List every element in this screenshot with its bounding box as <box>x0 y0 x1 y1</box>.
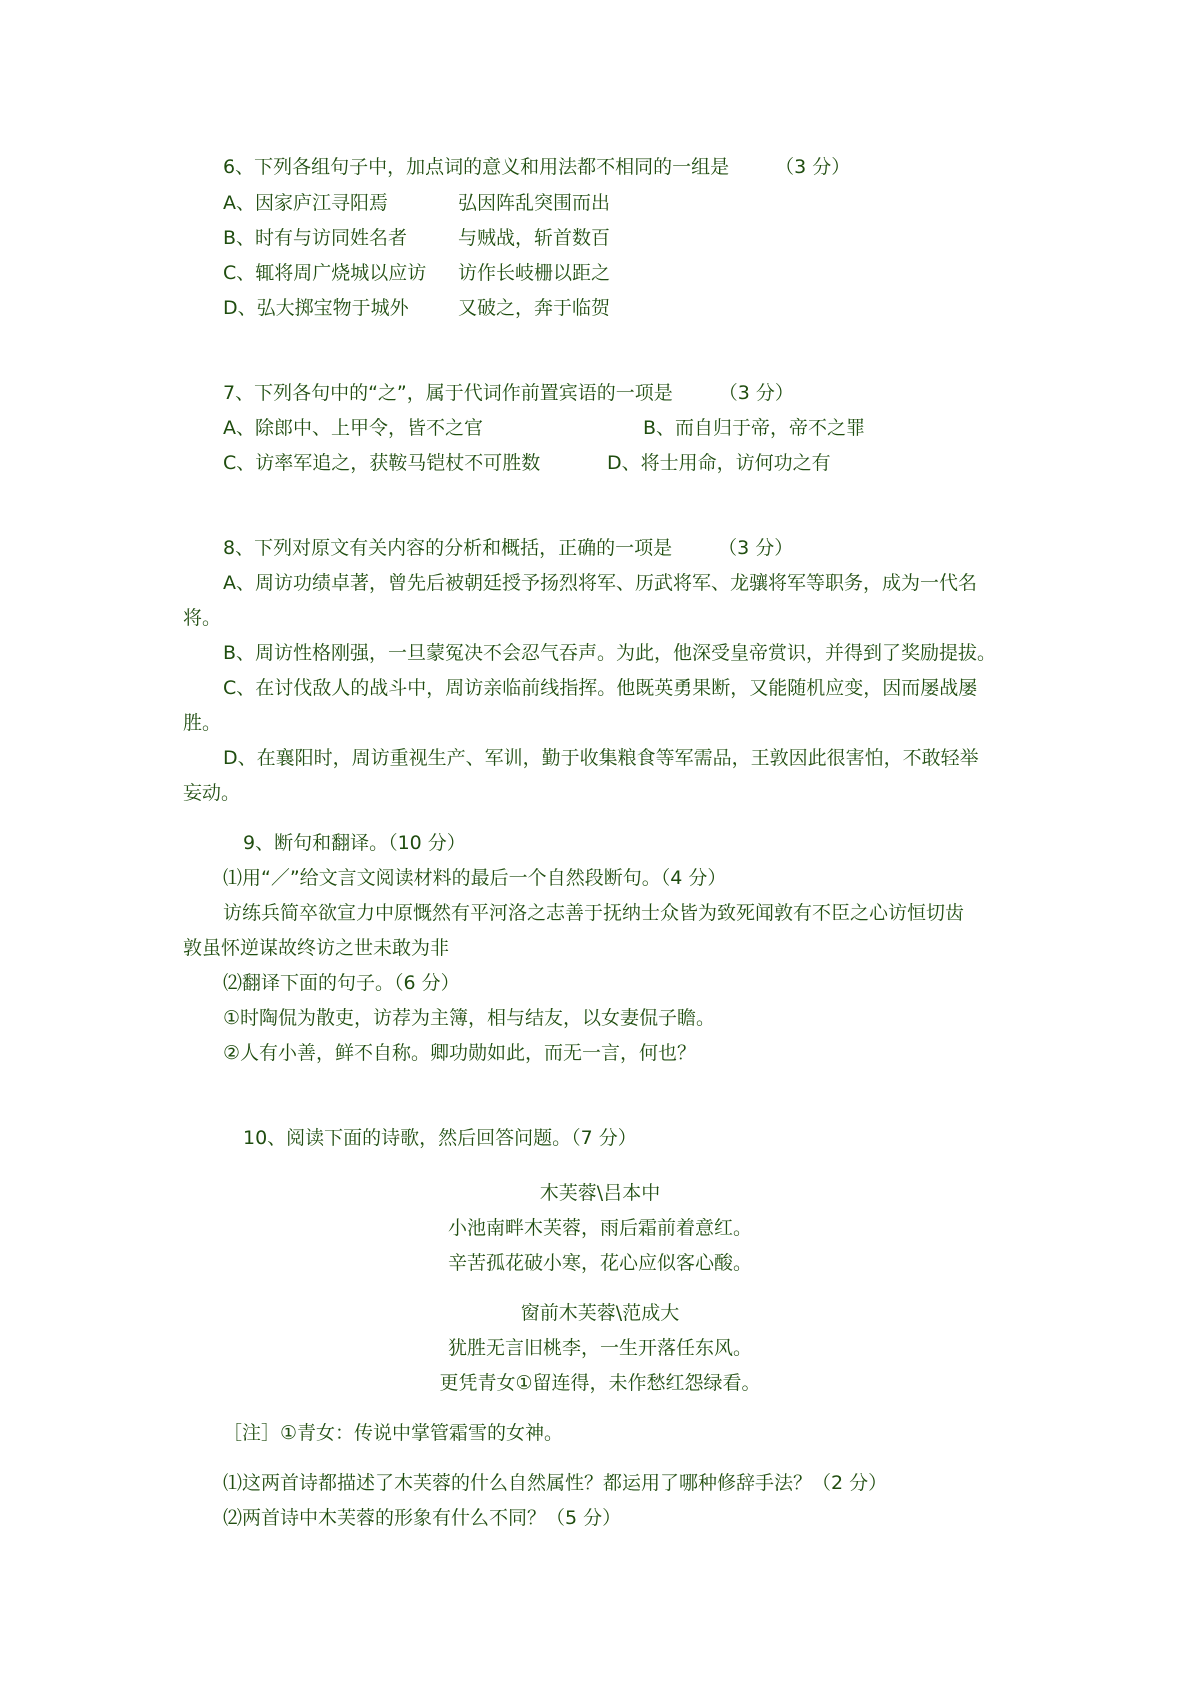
q9-part1-text-line1: 访练兵简卒欲宣力中原慨然有平河洛之志善于抚纳士众皆为致死闻敦有不臣之心访恒切齿 <box>223 902 965 924</box>
q6-option-c: C、辄将周广烧城以应访 <box>223 262 427 284</box>
poem-note: ［注］①青女：传说中掌管霜雪的女神。 <box>223 1422 564 1444</box>
q6-option-d: D、弘大掷宝物于城外 <box>223 297 409 319</box>
poem1-line2: 辛苦孤花破小寒，花心应似客心酸。 <box>447 1252 752 1274</box>
poem1-title: 木芙蓉\吕本中 <box>539 1182 661 1204</box>
q10-stem: 10、阅读下面的诗歌，然后回答问题。（7 分） <box>243 1127 637 1149</box>
q10-subquestion-1: ⑴这两首诗都描述了木芙蓉的什么自然属性？都运用了哪种修辞手法？（2 分） <box>223 1472 888 1494</box>
q9-sentence-2: ②人有小善，鲜不自称。卿功勋如此，而无一言，何也？ <box>223 1042 697 1064</box>
q8-score: （3 分） <box>718 537 794 559</box>
poem2-line2: 更凭青女①留连得，未作愁红怨绿看。 <box>439 1372 761 1394</box>
q6-score: （3 分） <box>775 156 851 178</box>
poem2-line1: 犹胜无言旧桃李，一生开落任东风。 <box>447 1337 752 1359</box>
q6-option-a: A、因家庐江寻阳焉 <box>223 192 388 214</box>
q6-option-d-2: 又破之，奔于临贺 <box>458 297 611 319</box>
q6-option-c-2: 访作长岐栅以距之 <box>458 262 611 284</box>
q8-option-d-line2: 妄动。 <box>183 782 241 804</box>
q7-option-c: C、访率军追之，获鞍马铠杖不可胜数 <box>223 452 541 474</box>
q8-option-c-line1: C、在讨伐敌人的战斗中，周访亲临前线指挥。他既英勇果断，又能随机应变，因而屡战屡 <box>223 677 978 699</box>
q6-option-b: B、时有与访同姓名者 <box>223 227 408 249</box>
q9-part1-prompt: ⑴用“／”给文言文阅读材料的最后一个自然段断句。（4 分） <box>223 867 727 889</box>
q9-part2-prompt: ⑵翻译下面的句子。（6 分） <box>223 972 460 994</box>
poem2-title: 窗前木芙蓉\范成大 <box>520 1302 680 1324</box>
q7-score: （3 分） <box>718 382 794 404</box>
q8-option-c-line2: 胜。 <box>183 712 222 734</box>
q6-stem: 6、下列各组句子中，加点词的意义和用法都不相同的一组是 （3 分） <box>223 156 851 178</box>
q8-option-a-line2: 将。 <box>183 607 222 629</box>
q6-option-b-2: 与贼战，斩首数百 <box>458 227 611 249</box>
q10-subquestion-2: ⑵两首诗中木芙蓉的形象有什么不同？（5 分） <box>223 1507 622 1529</box>
q8-option-a-line1: A、周访功绩卓著，曾先后被朝廷授予扬烈将军、历武将军、龙骧将军等职务，成为一代名 <box>223 572 977 594</box>
q6-option-a-2: 弘因阵乱突围而出 <box>458 192 611 214</box>
q8-stem: 8、下列对原文有关内容的分析和概括，正确的一项是 （3 分） <box>223 537 794 559</box>
q7-option-a: A、除郎中、上甲令，皆不之官 <box>223 417 483 439</box>
poem1-line1: 小池南畔木芙蓉，雨后霜前着意红。 <box>447 1217 752 1239</box>
q7-stem: 7、下列各句中的“之”，属于代词作前置宾语的一项是 （3 分） <box>223 382 794 404</box>
q7-option-b: B、而自归于帝，帝不之罪 <box>643 417 866 439</box>
q9-stem: 9、断句和翻译。（10 分） <box>243 832 466 854</box>
q8-option-b: B、周访性格刚强，一旦蒙冤决不会忍气吞声。为此，他深受皇帝赏识，并得到了奖励提拔。 <box>223 642 997 664</box>
q7-option-d: D、将士用命，访何功之有 <box>607 452 831 474</box>
q9-sentence-1: ①时陶侃为散吏，访荐为主簿，相与结友，以女妻侃子瞻。 <box>223 1007 716 1029</box>
q8-option-d-line1: D、在襄阳时，周访重视生产、军训，勤于收集粮食等军需品，王敦因此很害怕，不敢轻举 <box>223 747 979 769</box>
q9-part1-text-line2: 敦虽怀逆谋故终访之世未敢为非 <box>183 937 450 959</box>
